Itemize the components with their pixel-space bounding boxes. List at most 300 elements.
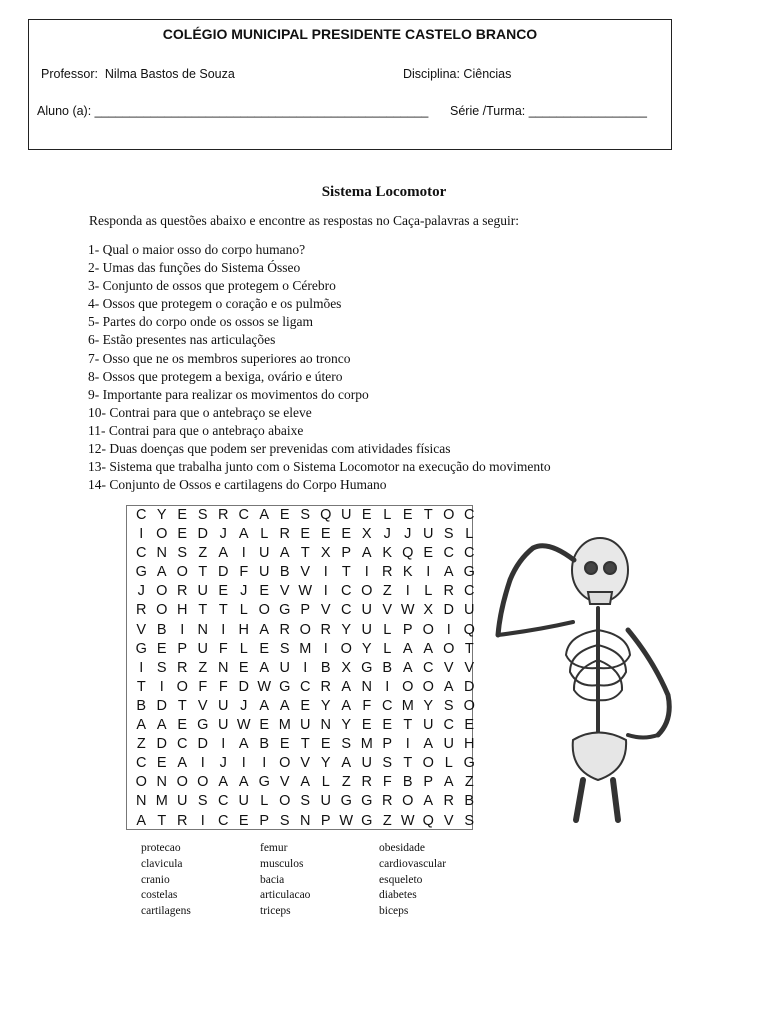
grid-letter: M xyxy=(155,793,168,810)
grid-letter: P xyxy=(423,774,434,791)
grid-row xyxy=(131,601,480,620)
word-list-item: costelas xyxy=(141,889,178,902)
grid-row xyxy=(131,640,480,659)
grid-letter: C xyxy=(464,583,475,600)
grid-letter: W xyxy=(257,678,272,695)
grid-row xyxy=(131,678,480,697)
grid-letter: U xyxy=(320,793,331,810)
grid-letter: T xyxy=(403,755,413,772)
grid-letter: A xyxy=(443,774,454,791)
grid-letter: A xyxy=(341,678,352,695)
grid-letter: B xyxy=(136,697,147,714)
grid-letter: L xyxy=(321,774,330,791)
grid-letter: I xyxy=(405,736,410,753)
grid-letter: L xyxy=(383,621,392,638)
grid-letter: S xyxy=(443,526,454,543)
grid-letter: G xyxy=(340,793,352,810)
grid-letter: F xyxy=(198,678,208,695)
grid-letter: V xyxy=(464,659,475,676)
grid-letter: T xyxy=(136,678,146,695)
grid-letter: X xyxy=(341,659,352,676)
grid-letter: J xyxy=(240,583,248,600)
professor-line: Professor: Nilma Bastos de Souza xyxy=(41,67,235,81)
grid-letter: B xyxy=(402,774,413,791)
grid-letter: A xyxy=(423,640,434,657)
grid-letter: G xyxy=(135,564,147,581)
grid-letter: L xyxy=(444,755,453,772)
grid-letter: A xyxy=(402,640,413,657)
grid-letter: C xyxy=(464,545,475,562)
grid-letter: R xyxy=(320,621,331,638)
word-search-grid xyxy=(126,505,473,830)
grid-letter: O xyxy=(340,640,352,657)
grid-letter: L xyxy=(424,583,433,600)
word-list-item: bacia xyxy=(260,873,285,886)
word-list-item: articulacao xyxy=(260,889,311,902)
grid-letter: T xyxy=(157,812,167,829)
grid-letter: C xyxy=(443,717,454,734)
grid-letter: W xyxy=(400,812,415,829)
grid-letter: N xyxy=(197,621,208,638)
grid-letter: R xyxy=(177,812,188,829)
grid-letter: A xyxy=(259,621,270,638)
grid-letter: E xyxy=(423,545,434,562)
grid-letter: A xyxy=(423,736,434,753)
grid-letter: G xyxy=(279,602,291,619)
grid-letter: P xyxy=(402,621,413,638)
grid-letter: F xyxy=(218,678,228,695)
grid-letter: L xyxy=(239,602,248,619)
grid-letter: K xyxy=(402,564,413,581)
grid-letter: O xyxy=(156,583,168,600)
grid-letter: O xyxy=(422,678,434,695)
grid-letter: J xyxy=(219,755,227,772)
grid-letter: I xyxy=(180,621,185,638)
grid-letter: U xyxy=(279,659,290,676)
grid-letter: C xyxy=(177,736,188,753)
grid-letter: C xyxy=(238,507,249,523)
grid-letter: I xyxy=(262,755,267,772)
grid-letter: J xyxy=(240,697,248,714)
grid-letter: I xyxy=(323,564,328,581)
grid-letter: O xyxy=(422,755,434,772)
grid-letter: L xyxy=(239,640,248,657)
grid-row xyxy=(131,525,480,544)
grid-letter: N xyxy=(156,545,167,562)
grid-letter: D xyxy=(156,736,167,753)
grid-letter: O xyxy=(443,640,455,657)
grid-letter: C xyxy=(382,697,393,714)
grid-letter: E xyxy=(177,507,188,523)
grid-letter: R xyxy=(279,526,290,543)
grid-letter: Q xyxy=(422,812,434,829)
grid-letter: S xyxy=(156,659,167,676)
grid-letter: O xyxy=(279,755,291,772)
grid-letter: T xyxy=(464,640,474,657)
grid-letter: E xyxy=(279,507,290,523)
grid-letter: W xyxy=(339,812,354,829)
grid-letter: T xyxy=(177,697,187,714)
grid-letter: E xyxy=(259,640,270,657)
grid-letter: F xyxy=(362,697,372,714)
grid-letter: V xyxy=(279,774,290,791)
grid-letter: I xyxy=(364,564,369,581)
grid-letter: U xyxy=(197,640,208,657)
grid-letter: N xyxy=(300,812,311,829)
grid-letter: T xyxy=(403,717,413,734)
question-item: 2- Umas das funções do Sistema Ósseo xyxy=(88,260,301,276)
grid-letter: S xyxy=(197,793,208,810)
grid-letter: D xyxy=(218,564,229,581)
discipline-line: Disciplina: Ciências xyxy=(403,67,512,81)
grid-letter: O xyxy=(176,774,188,791)
grid-letter: I xyxy=(303,659,308,676)
grid-letter: C xyxy=(443,545,454,562)
grid-letter: S xyxy=(197,507,208,523)
grid-letter: I xyxy=(241,755,246,772)
grid-letter: M xyxy=(401,697,414,714)
grid-letter: M xyxy=(360,736,373,753)
grid-letter: H xyxy=(464,736,475,753)
grid-letter: E xyxy=(464,717,475,734)
grid-letter: C xyxy=(218,793,229,810)
grid-row xyxy=(131,754,480,773)
grid-letter: B xyxy=(320,659,331,676)
grid-letter: E xyxy=(238,812,249,829)
grid-letter: O xyxy=(197,774,209,791)
grid-letter: E xyxy=(279,736,290,753)
question-item: 11- Contrai para que o antebraço abaixe xyxy=(88,422,304,438)
grid-letter: U xyxy=(259,564,270,581)
grid-letter: D xyxy=(443,602,454,619)
grid-letter: O xyxy=(463,697,475,714)
grid-letter: O xyxy=(176,678,188,695)
grid-letter: S xyxy=(464,812,475,829)
grid-letter: U xyxy=(361,621,372,638)
grid-letter: R xyxy=(443,793,454,810)
word-list-column-1 xyxy=(141,841,191,920)
grid-letter: A xyxy=(300,774,311,791)
grid-letter: O xyxy=(402,793,414,810)
grid-letter: N xyxy=(361,678,372,695)
grid-row xyxy=(131,697,480,716)
grid-letter: O xyxy=(443,507,455,523)
grid-letter: O xyxy=(135,774,147,791)
grid-letter: P xyxy=(300,602,311,619)
grid-letter: N xyxy=(320,717,331,734)
word-list-item: musculos xyxy=(260,857,304,870)
grid-row xyxy=(131,716,480,735)
page-title: Sistema Locomotor xyxy=(321,184,447,200)
grid-letter: R xyxy=(382,793,393,810)
grid-letter: E xyxy=(259,717,270,734)
grid-row xyxy=(131,582,480,601)
grid-letter: X xyxy=(361,526,372,543)
question-item: 8- Ossos que protegem a bexiga, ovário e útero xyxy=(88,368,343,384)
grid-letter: F xyxy=(382,774,392,791)
grid-letter: R xyxy=(361,774,372,791)
question-item: 4- Ossos que protegem o coração e os pulmões xyxy=(88,296,342,312)
grid-letter: I xyxy=(323,583,328,600)
grid-letter: R xyxy=(218,507,229,523)
grid-letter: A xyxy=(279,545,290,562)
grid-letter: Z xyxy=(382,812,392,829)
header-box xyxy=(28,19,672,150)
grid-letter: E xyxy=(218,583,229,600)
grid-letter: A xyxy=(238,736,249,753)
grid-letter: G xyxy=(197,717,209,734)
grid-letter: G xyxy=(361,659,373,676)
word-list-item: protecao xyxy=(141,842,181,854)
grid-letter: I xyxy=(139,526,144,543)
grid-row xyxy=(131,659,480,678)
grid-letter: Z xyxy=(464,774,474,791)
school-name: COLÉGIO MUNICIPAL PRESIDENTE CASTELO BRANCO xyxy=(162,26,538,42)
grid-letter: A xyxy=(136,717,147,734)
grid-letter: G xyxy=(258,774,270,791)
grid-letter: C xyxy=(341,583,352,600)
grid-letter: A xyxy=(361,545,372,562)
grid-letter: E xyxy=(361,717,372,734)
grid-letter: P xyxy=(382,736,393,753)
grid-letter: T xyxy=(423,507,433,523)
grid-letter: V xyxy=(279,583,290,600)
grid-letter: E xyxy=(300,697,311,714)
grid-letter: E xyxy=(177,526,188,543)
grid-letter: Q xyxy=(402,545,414,562)
grid-letter: O xyxy=(156,526,168,543)
grid-letter: B xyxy=(259,736,270,753)
grid-letter: F xyxy=(218,640,228,657)
grid-letter: E xyxy=(402,507,413,523)
grid-letter: P xyxy=(177,640,188,657)
grid-letter: D xyxy=(156,697,167,714)
grid-letter: U xyxy=(423,526,434,543)
grid-letter: T xyxy=(218,602,228,619)
grid-letter: B xyxy=(279,564,290,581)
grid-letter: T xyxy=(300,545,310,562)
grid-letter: T xyxy=(198,564,208,581)
grid-letter: S xyxy=(300,793,311,810)
grid-letter: D xyxy=(238,678,249,695)
grid-letter: R xyxy=(443,583,454,600)
grid-letter: U xyxy=(361,755,372,772)
question-item: 14- Conjunto de Ossos e cartilagens do Corpo Humano xyxy=(88,477,387,493)
grid-letter: D xyxy=(464,678,475,695)
grid-letter: S xyxy=(382,755,393,772)
grid-letter: B xyxy=(382,659,393,676)
grid-letter: I xyxy=(200,812,205,829)
grid-letter: I xyxy=(446,621,451,638)
grid-letter: E xyxy=(382,717,393,734)
question-item: 12- Duas doenças que podem ser prevenidas com atividades físicas xyxy=(88,441,451,457)
word-list-item: clavicula xyxy=(141,857,183,870)
grid-letter: Z xyxy=(341,774,351,791)
grid-letter: O xyxy=(361,583,373,600)
grid-letter: U xyxy=(218,697,229,714)
grid-letter: A xyxy=(259,659,270,676)
grid-letter: I xyxy=(221,736,226,753)
grid-letter: A xyxy=(402,659,413,676)
grid-letter: Z xyxy=(198,545,208,562)
grid-letter: R xyxy=(279,621,290,638)
grid-letter: Y xyxy=(341,621,352,638)
grid-letter: V xyxy=(300,564,311,581)
grid-letter: Y xyxy=(423,697,434,714)
grid-letter: U xyxy=(259,545,270,562)
question-item: 3- Conjunto de ossos que protegem o Cérebro xyxy=(88,278,336,294)
grid-letter: Y xyxy=(156,507,167,523)
word-list-item: triceps xyxy=(260,905,291,918)
grid-row xyxy=(131,621,480,640)
grid-row xyxy=(131,544,480,563)
question-list xyxy=(88,241,551,494)
grid-letter: E xyxy=(156,755,167,772)
grid-letter: T xyxy=(341,564,351,581)
grid-letter: S xyxy=(341,736,352,753)
grid-letter: W xyxy=(400,602,415,619)
grid-letter: C xyxy=(423,659,434,676)
grid-letter: C xyxy=(300,678,311,695)
question-item: 5- Partes do corpo onde os ossos se ligam xyxy=(88,314,313,330)
grid-letter: S xyxy=(279,812,290,829)
grid-letter: A xyxy=(156,717,167,734)
grid-letter: Z xyxy=(382,583,392,600)
grid-letter: I xyxy=(323,640,328,657)
grid-letter: S xyxy=(279,640,290,657)
grid-letter: U xyxy=(238,793,249,810)
grid-letter: O xyxy=(402,678,414,695)
skeleton-icon xyxy=(478,530,693,830)
grid-letter: R xyxy=(177,659,188,676)
grid-letter: J xyxy=(404,526,412,543)
grid-letter: L xyxy=(260,793,269,810)
grid-letter: E xyxy=(156,640,167,657)
grid-letter: C xyxy=(218,812,229,829)
grid-letter: A xyxy=(341,755,352,772)
grid-letter: U xyxy=(423,717,434,734)
grid-letter: I xyxy=(426,564,431,581)
grid-letter: C xyxy=(136,755,147,772)
grid-letter: A xyxy=(238,774,249,791)
word-list-item: cranio xyxy=(141,873,170,886)
grid-letter: R xyxy=(177,583,188,600)
grid-letter: E xyxy=(320,736,331,753)
grid-letter: V xyxy=(320,602,331,619)
grid-letter: R xyxy=(136,602,147,619)
grid-letter: V xyxy=(443,812,454,829)
grid-letter: P xyxy=(259,812,270,829)
grid-letter: E xyxy=(238,659,249,676)
word-list-item: obesidade xyxy=(379,842,425,854)
grid-letter: X xyxy=(423,602,434,619)
grid-letter: Z xyxy=(198,659,208,676)
grid-letter: U xyxy=(197,583,208,600)
grid-letter: A xyxy=(218,545,229,562)
grid-letter: H xyxy=(238,621,249,638)
grid-letter: A xyxy=(423,793,434,810)
grid-letter: A xyxy=(279,697,290,714)
grid-letter: O xyxy=(176,564,188,581)
grid-letter: A xyxy=(341,697,352,714)
student-line: Aluno (a): ________________________________________________ xyxy=(37,104,429,118)
question-item: 7- Osso que ne os membros superiores ao tronco xyxy=(88,350,351,366)
grid-letter: P xyxy=(320,812,331,829)
grid-letter: D xyxy=(197,526,208,543)
grid-letter: G xyxy=(361,793,373,810)
grid-letter: P xyxy=(341,545,352,562)
grid-letter: S xyxy=(300,507,311,523)
grid-letter: O xyxy=(279,793,291,810)
grid-letter: Y xyxy=(320,755,331,772)
grid-letter: O xyxy=(299,621,311,638)
grid-letter: Y xyxy=(361,640,372,657)
grid-letter: E xyxy=(361,507,372,523)
grid-letter: I xyxy=(405,583,410,600)
grid-letter: M xyxy=(278,717,291,734)
grid-letter: M xyxy=(299,640,312,657)
grid-letter: Z xyxy=(136,736,146,753)
grid-letter: N xyxy=(156,774,167,791)
grid-letter: I xyxy=(241,545,246,562)
grid-letter: H xyxy=(177,602,188,619)
grid-letter: E xyxy=(177,717,188,734)
word-list-column-2 xyxy=(260,841,310,920)
grid-letter: A xyxy=(218,774,229,791)
grid-letter: I xyxy=(139,659,144,676)
grid-letter: V xyxy=(300,755,311,772)
grid-letter: G xyxy=(463,564,475,581)
grid-letter: A xyxy=(238,526,249,543)
grid-letter: B xyxy=(156,621,167,638)
grid-letter: G xyxy=(361,812,373,829)
grid-letter: T xyxy=(198,602,208,619)
grid-letter: L xyxy=(260,526,269,543)
grid-letter: J xyxy=(383,526,391,543)
word-list-item: femur xyxy=(260,842,288,854)
grid-letter: U xyxy=(443,736,454,753)
question-item: 6- Estão presentes nas articulações xyxy=(88,332,276,348)
grid-row xyxy=(131,812,480,831)
grid-letter: A xyxy=(443,564,454,581)
grid-row xyxy=(131,506,480,525)
grid-letter: F xyxy=(239,564,249,581)
grid-letter: G xyxy=(135,640,147,657)
grid-letter: J xyxy=(137,583,145,600)
word-list-item: biceps xyxy=(379,905,409,918)
grid-letter: U xyxy=(341,507,352,523)
grade-line: Série /Turma: _________________ xyxy=(450,104,647,118)
grid-letter: L xyxy=(383,640,392,657)
word-list-item: esqueleto xyxy=(379,873,423,886)
grid-letter: A xyxy=(259,507,270,523)
grid-letter: T xyxy=(300,736,310,753)
grid-letter: U xyxy=(218,717,229,734)
grid-letter: X xyxy=(320,545,331,562)
grid-row xyxy=(131,563,480,582)
grid-letter: C xyxy=(341,602,352,619)
grid-letter: I xyxy=(221,621,226,638)
grid-letter: S xyxy=(443,697,454,714)
grid-letter: Q xyxy=(463,621,475,638)
grid-letter: A xyxy=(177,755,188,772)
question-item: 13- Sistema que trabalha junto com o Sistema Locomotor na execução do movimento xyxy=(88,459,551,475)
grid-row xyxy=(131,735,480,754)
grid-letter: Y xyxy=(320,697,331,714)
grid-letter: E xyxy=(341,526,352,543)
grid-letter: R xyxy=(382,564,393,581)
grid-letter: E xyxy=(300,526,311,543)
